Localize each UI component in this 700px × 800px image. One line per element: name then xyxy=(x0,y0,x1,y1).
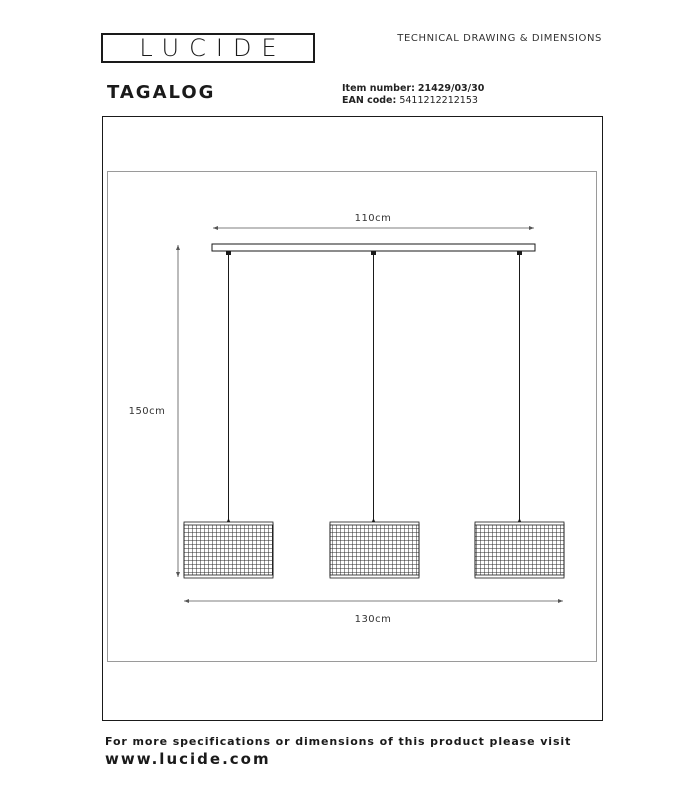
ceiling-bar xyxy=(212,244,535,251)
item-number-label: Item number: xyxy=(342,83,415,94)
product-name: TAGALOG xyxy=(107,82,216,103)
ean-code-label: EAN code: xyxy=(342,95,397,106)
pendant-center xyxy=(330,251,419,578)
ean-code-value: 5411212212153 xyxy=(399,95,478,106)
pendant-left xyxy=(184,251,273,578)
brand-logo: LUCIDE xyxy=(139,34,287,62)
dimension-bottom xyxy=(184,599,563,625)
footer-url-link[interactable]: www.lucide.com xyxy=(105,750,271,768)
dimension-height-label: 150cm xyxy=(128,406,166,417)
dimension-top-label: 110cm xyxy=(354,213,392,224)
dimension-bottom-label: 130cm xyxy=(354,614,392,625)
document-type: TECHNICAL DRAWING & DIMENSIONS xyxy=(397,33,602,44)
dimension-top xyxy=(213,213,534,230)
item-number-value: 21429/03/30 xyxy=(417,83,485,94)
pendant-right xyxy=(475,251,564,578)
footer-note: For more specifications or dimensions of this product please visit xyxy=(105,735,572,748)
dimension-height xyxy=(129,245,180,577)
